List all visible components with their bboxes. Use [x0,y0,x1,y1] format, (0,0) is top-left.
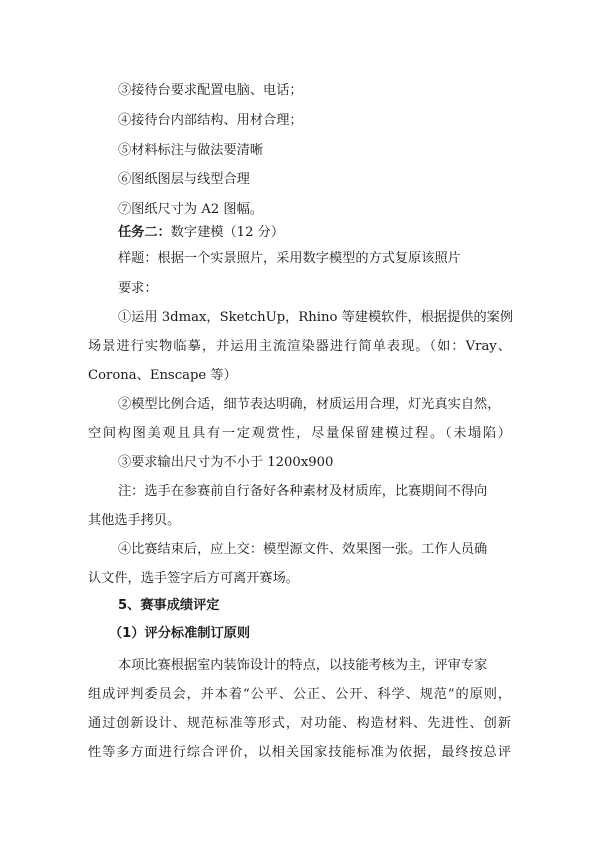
item-2-line-1: ②模型比例合适，细节表达明确，材质运用合理，灯光真实自然， [118,397,501,412]
item-1-line-2: 场景进行实物临摹，并运用主流渲染器进行简单表现。（如：Vray、 [88,339,511,354]
subsection-1-heading: （1）评分标准制订原则 [109,626,251,641]
note-line-2: 其他选手拷贝。 [88,513,181,528]
task2-heading [118,224,284,242]
requirement-4: ④接待台内部结构、用材合理； [118,113,303,128]
body-line-3: 通过创新设计、规范标准等形式，对功能、构造材料、先进性、创新 [88,716,511,731]
requirement-6: ⑥图纸图层与线型合理 [118,172,250,187]
item-4-line-1: ④比赛结束后，应上交：模型源文件、效果图一张。工作人员确 [118,542,488,557]
sample-question: 样题：根据一个实景照片，采用数字模型的方式复原该照片 [118,251,461,266]
item-2-line-2: 空间构图美观且具有一定观赏性，尽量保留建模过程。（未塌陷） [88,426,511,441]
requirement-3: ③接待台要求配置电脑、电话； [118,83,303,98]
body-line-1: 本项比赛根据室内装饰设计的特点，以技能考核为主，评审专家 [118,658,488,673]
item-1-line-3: Corona、Enscape 等） [88,368,237,383]
note-line-1: 注：选手在参赛前自行备好各种素材及材质库，比赛期间不得向 [118,484,488,499]
item-3: ③要求输出尺寸为不小于 1200x900 [118,455,334,470]
section-5-heading: 5、赛事成绩评定 [118,598,220,613]
task2-label: 任务二： [118,225,171,240]
item-4-line-2: 认文件，选手签字后方可离开赛场。 [88,571,299,586]
body-line-2: 组成评判委员会，并本着“公平、公正、公开、科学、规范”的原则， [88,687,511,702]
task2-title: 数字建模（12 分） [170,225,285,240]
body-line-4: 性等多方面进行综合评价，以相关国家技能标准为依据，最终按总评 [88,745,511,760]
item-1-line-1: ①运用 3dmax，SketchUp，Rhino 等建模软件，根据提供的案例 [118,310,514,325]
requirement-7: ⑦图纸尺寸为 A2 图幅。 [118,202,263,217]
requirements-label: 要求： [118,281,158,296]
requirement-5: ⑤材料标注与做法要清晰 [118,143,264,158]
